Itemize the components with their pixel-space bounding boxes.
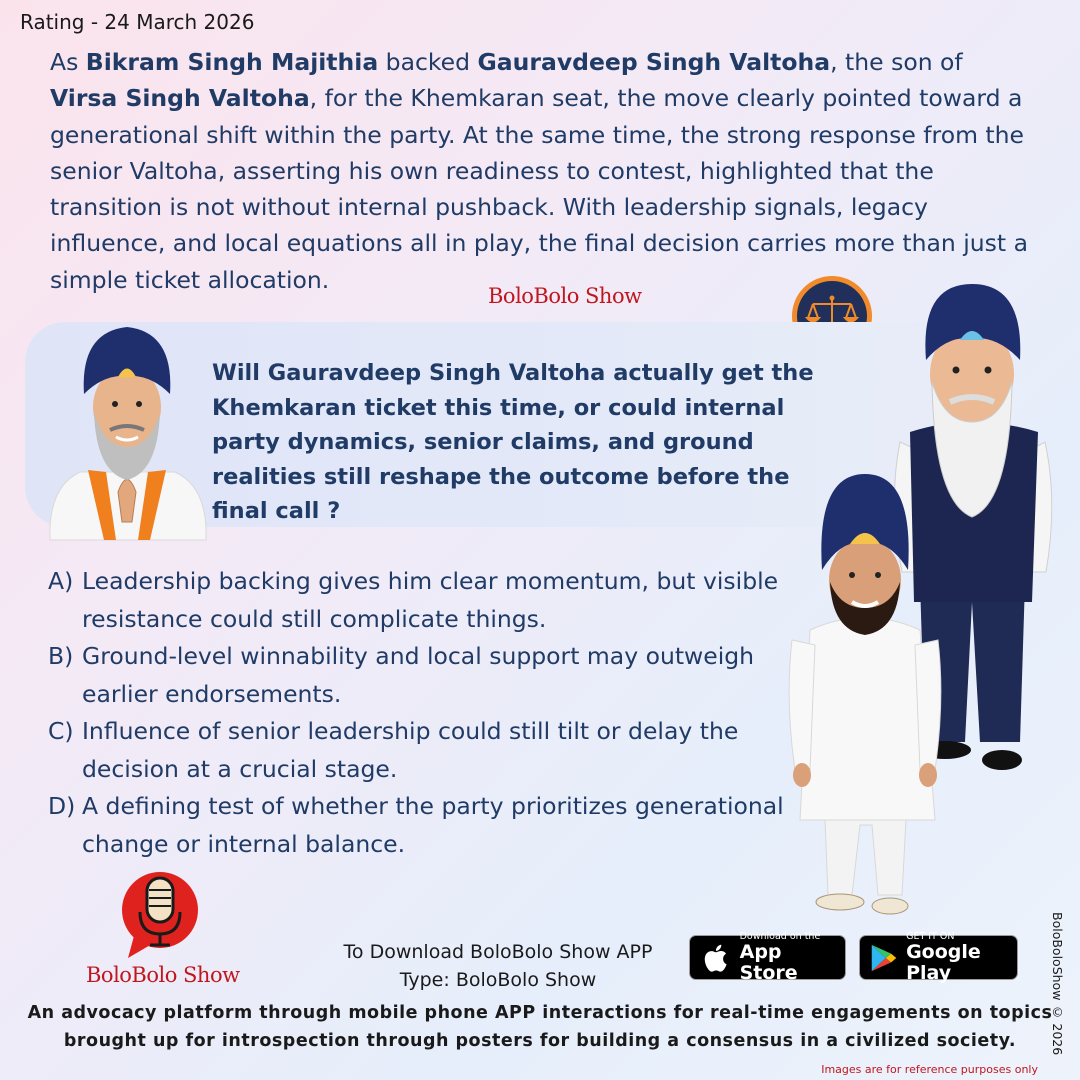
intro-text: , the son of	[830, 48, 963, 76]
microphone-icon	[120, 868, 202, 960]
option-a[interactable]	[48, 563, 788, 638]
google-play-big-text: Google Play	[906, 941, 981, 984]
download-line: To Download BoloBolo Show APP	[343, 941, 653, 963]
tagline-line: brought up for introspection through posters for building a consensus in a civilized society.	[63, 1031, 1017, 1051]
option-text: Influence of senior leadership could still tilt or delay the decision at a crucial stage.	[82, 717, 739, 783]
option-text: Ground-level winnability and local support may outweigh earlier endorsements.	[82, 642, 755, 708]
poll-options	[48, 563, 788, 863]
app-store-small-text: Download on the	[739, 931, 821, 942]
google-play-icon	[870, 941, 898, 975]
download-type-line: Type: BoloBolo Show	[399, 969, 597, 991]
option-d[interactable]	[48, 788, 788, 863]
app-store-big-text: App Store	[739, 941, 798, 984]
disclaimer: Images are for reference purposes only	[821, 1063, 1038, 1076]
leader-caricature-left	[40, 322, 215, 542]
apple-icon	[700, 941, 734, 975]
option-text: Leadership backing gives him clear momentum, but visible resistance could still complicate things.	[82, 567, 779, 633]
option-letter: B)	[48, 642, 74, 670]
brand-logo-text-bottom: BoloBolo Show	[86, 963, 240, 987]
intro-paragraph	[50, 44, 1035, 298]
intro-text: backed	[378, 48, 478, 76]
option-c[interactable]	[48, 713, 788, 788]
google-play-small-text: GET IT ON	[906, 931, 955, 942]
name-majithia: Bikram Singh Majithia	[85, 48, 379, 76]
option-letter: C)	[48, 717, 74, 745]
name-gauravdeep: Gauravdeep Singh Valtoha	[477, 48, 831, 76]
intro-text: , for the Khemkaran seat, the move clearly pointed toward a generational shift within the party. At the same time, the strong response from the senior Valtoha, asserting his own readiness to contest, highlighted that the transition is not without internal pushback. With leadership signals, legacy influence, and local equations all in play, the final decision carries more than just a simple ticket allocation.	[50, 84, 1028, 294]
young-leader-caricature	[780, 470, 950, 920]
option-text: A defining test of whether the party prioritizes generational change or internal balance.	[82, 792, 784, 858]
tagline	[20, 999, 1060, 1055]
option-b[interactable]	[48, 638, 788, 713]
poll-question: Will Gauravdeep Singh Valtoha actually get the Khemkaran ticket this time, or could internal party dynamics, senior claims, and ground realities still reshape the outcome before the final call ?	[212, 360, 814, 524]
brand-logo-text: BoloBolo Show	[488, 284, 642, 308]
tagline-line: An advocacy platform through mobile phone APP interactions for real-time engagements on topics	[27, 1003, 1053, 1023]
google-play-button[interactable]	[859, 931, 1018, 984]
copyright: BoloBoloShow © 2026	[1050, 912, 1065, 1056]
rating-date: Rating - 24 March 2026	[20, 10, 255, 34]
app-store-button[interactable]	[689, 931, 846, 984]
name-virsa: Virsa Singh Valtoha	[50, 84, 310, 113]
intro-text: As	[50, 48, 86, 76]
option-letter: D)	[48, 792, 76, 820]
download-instructions	[320, 938, 676, 994]
option-letter: A)	[48, 567, 74, 595]
